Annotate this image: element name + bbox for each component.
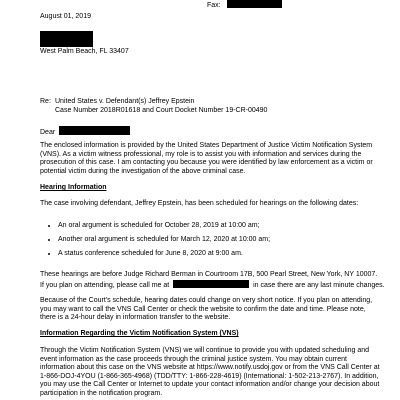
re-label: Re: [40, 98, 51, 105]
call-before-text: If you plan on attending, please call me at [40, 282, 170, 289]
letter-date: August 01, 2019 [40, 13, 91, 20]
fax-line [207, 0, 282, 11]
list-item: • An oral argument is scheduled for October 28, 2019 at 10:00 am; [58, 222, 270, 231]
salutation-redaction [59, 126, 130, 135]
call-after-text: in case there are any last minute changes. [253, 282, 385, 289]
list-item: • A status conference scheduled for June 8, 2020 at 9:00 am. [58, 250, 270, 259]
list-item: • Another oral argument is scheduled for March 12, 2020 at 10:00 am; [58, 236, 270, 245]
salutation-word: Dear [40, 129, 56, 136]
hearing-call-line [40, 280, 385, 291]
vns-paragraph: Through the Victim Notification System (VNS) we will continue to provide you with updated scheduling and event information as the case proceeds through the criminal justice system. You may obtain current information about this case on the VNS website at https://www.notify.usdoj.gov or from the VNS Call Center at 1-866-DOJ-4YOU (1-866-365-4968) (TDD/TTY: 1-866-228-4619) (International: 1-502-213-2767). In addition, you may use the Call Center or Internet to update your contact information and/or change your decision about participation in the notification program. [40, 347, 380, 397]
phone-redaction [173, 280, 249, 288]
re-case-numbers: Case Number 2018R01618 and Court Docket Number 19-CR-00490 [55, 107, 268, 114]
hearing-dates-list [48, 222, 270, 264]
fax-label: Fax: [207, 2, 221, 9]
hearing-lead: The case involving defendant, Jeffrey Epstein, has been scheduled for hearings on the following dates: [40, 200, 359, 207]
re-case-title: United States v. Defendant(s) Jeffrey Epstein [55, 98, 195, 105]
vns-heading: Information Regarding the Victim Notification System (VNS) [40, 330, 239, 337]
hearing-location: These hearings are before Judge Richard Berman in Courtroom 17B, 500 Pearl Street, New York, NY 10007. [40, 271, 378, 278]
intro-paragraph: The enclosed information is provided by the United States Department of Justice Victim Notification System (VNS). As a victim witness professional, my role is to assist you with information and services during the prosecution of this case. I am contacting you because you were identified by law enforcement as a victim or potential victim during the investigation of the above criminal case. [40, 142, 373, 175]
salutation [40, 126, 130, 138]
hearing-heading: Hearing Information [40, 184, 107, 191]
schedule-note: Because of the Court's schedule, hearing dates could change on very short notice. If you plan on attending, you may want to call the VNS Call Center or check the website to confirm the date and time. Please note, there is a 24-hour delay in information transfer to the website. [40, 297, 373, 321]
recipient-city-line: West Palm Beach, FL 33407 [40, 48, 129, 55]
fax-redaction [227, 0, 282, 8]
recipient-name-redaction [40, 31, 93, 47]
